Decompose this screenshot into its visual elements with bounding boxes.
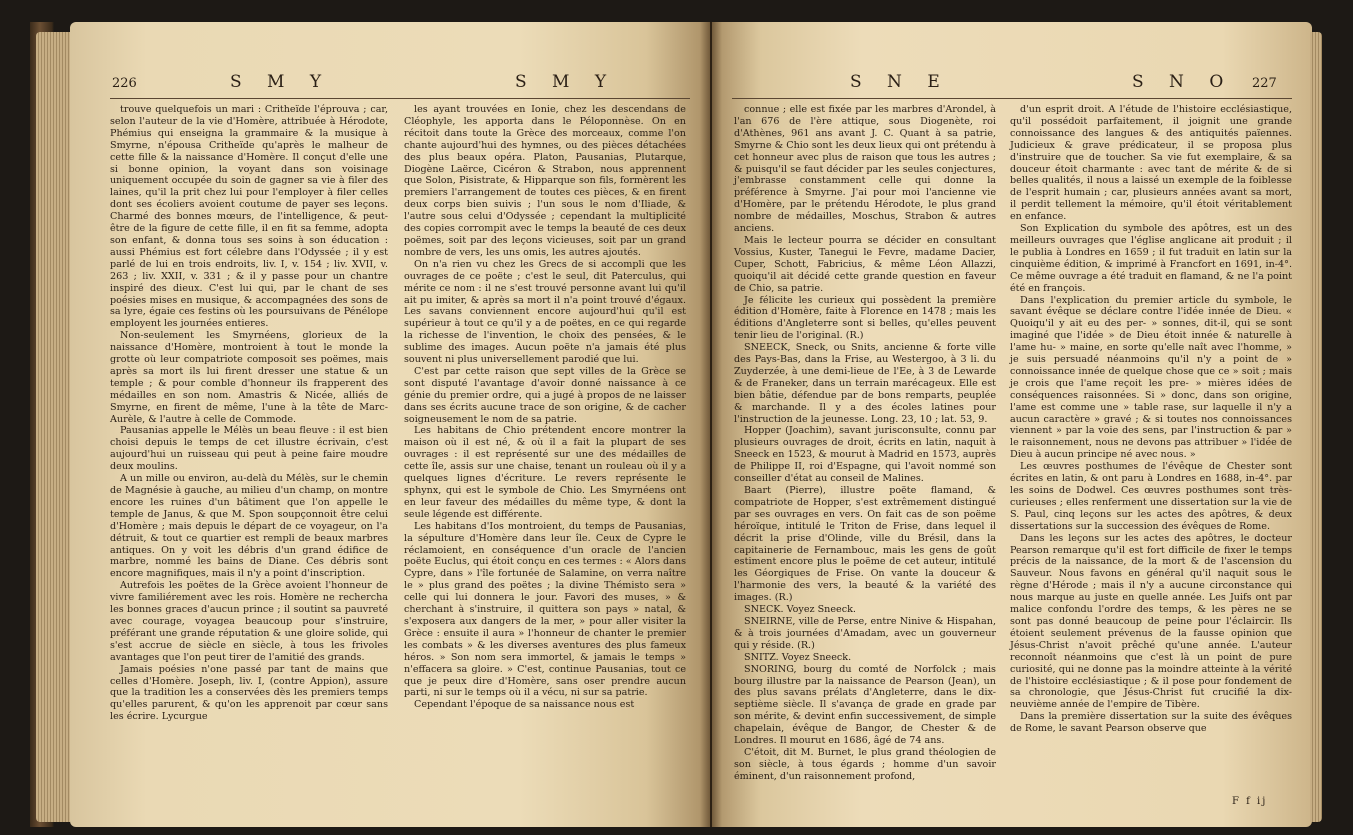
paragraph: A un mille ou environ, au-delà du Mélès, sur le chemin de Magnésie à gauche, au milieu d'un champ, on montre encore les ruines d'un bâtiment que l'on appelle le temple de Janus, & que M. Spon soupçonnoit être celui d'Homère ; mais depuis le départ de ce voyageur, on l'a détruit, & tout ce quartier est rempli de beaux marbres antiques. On y voit les débris d'un grand édifice de marbre, nommé les bains de Diane. Ces débris sont encore magnifiques, mais il n'y a point d'inscription. xyxy=(110,473,388,580)
right-page-edges xyxy=(1310,32,1322,822)
paragraph: C'est par cette raison que sept villes de la Grèce se sont disputé l'avantage d'avoir donné naissance à ce génie du premier ordre, qui a jugé à propos de ne laisser dans ses écrits aucune trace de son origine, & de cacher soigneusement le nom de sa patrie. xyxy=(404,365,686,425)
paragraph: SNEECK, Sneck, ou Snits, ancienne & forte ville des Pays-Bas, dans la Frise, au Westergoo, à 3 li. du Zuyderzée, à une demi-lieue de l'Ee, à 3 de Lewarde & de Franeker, dans un terrain marécageux. Elle est bien bâtie, défendue par de bons remparts, peuplée & marchande. Il y a des écoles latines pour l'instruction de la jeunesse. Long. 23, 10 ; lat. 53, 9. xyxy=(734,342,996,425)
paragraph: SNITZ. Voyez Sneeck. xyxy=(744,651,852,663)
paragraph: Autrefois les poëtes de la Grèce avoient l'honneur de vivre familiérement avec les rois. Homère ne rechercha les bonnes graces d'aucun prince ; il soutint sa pauvreté avec courage, voyagea beaucoup pour s'instruire, préférant une grande réputation & une gloire solide, qui s'est accrue de siècle en siècle, à tous les frivoles avantages que l'on peut tirer de l'amitié des grands. xyxy=(110,580,388,663)
paragraph: Son Explication du symbole des apôtres, est un des meilleurs ouvrages que l'église anglicane ait produit ; il le publia à Londres en 1659 ; il fut traduit en latin sur la cinquième édition, & imprimé à Francfort en 1691, in-4°. Ce même ouvrage a été traduit en flamand, & ne l'a point été en françois. xyxy=(1010,223,1292,294)
left-page-number: 226 xyxy=(112,76,137,91)
right-running-head-2: S N O xyxy=(1132,72,1234,92)
paragraph: trouve quelquefois un mari : Critheïde l'éprouva ; car, selon l'auteur de la vie d'Homère, attribuée à Hérodote, Phémius qui enseigna la grammaire & la musique à Smyrne, n'épousa Critheïde qu'après le malheur de cette fille & la naissance d'Homère. Il conçut d'elle une si bonne opinion, la voyant dans son voisinage uniquement occupée du soin de gagner sa vie à filer des laines, qu'il la prit chez lui pour l'employer à filer celles dont ses écoliers avoient coutume de payer ses leçons. Charmé des bonnes mœurs, de l'intelligence, & peut-être de la figure de cette fille, il en fit sa femme, adopta son enfant, & donna tous ses soins à son éducation : aussi Phémius est fort célebre dans l'Odyssée ; il y est parlé de lui en trois endroits, liv. I, v. 154 ; liv. XVII, v. 263 ; liv. XXII, v. 331 ; & il y passe pour un chantre inspiré des dieux. C'est lui qui, par le chant de ses poésies mises en musique, & accompagnées des sons de sa lyre, égaie ces festins où les poursuivans de Pénélope employent les journées entieres. xyxy=(110,104,388,330)
right-page xyxy=(712,22,1312,827)
left-page-edges xyxy=(36,32,70,822)
paragraph: Dans l'explication du premier article du symbole, le savant évêque se déclare contre l'idée innée de Dieu. « Quoiqu'il y ait eu des per- » sonnes, dit-il, qui se sont imaginé que l'idée » de Dieu étoit innée & naturelle à l'ame hu- » maine, en sorte qu'elle naît avec l'homme, » je suis persuadé néanmoins qu'il n'y a point de » connoissance innée de quelque chose que ce » soit ; mais je crois que l'ame reçoit les pre- » mières idées de conséquences raisonnées. Si » donc, dans son origine, l'ame est comme une » table rase, sur laquelle il n'y a aucun caractère » gravé ; & si toutes nos connoissances viennent » par la voie des sens, par l'instruction & par » le raisonnement, nous ne devons pas attribuer » l'idée de Dieu à aucun principe né avec nous. » xyxy=(1010,294,1292,461)
right-column-1 xyxy=(734,104,996,783)
book-spread xyxy=(30,22,1325,827)
paragraph: Jamais poésies n'one passé par tant de mains que celles d'Homère. Joseph, liv. I, (contre Appion), assure que la tradition les a conservées dès les premiers temps qu'elles parurent, & qu'on les apprenoit par cœur sans les écrire. Lycurgue xyxy=(110,663,388,723)
right-running-head-1: S N E xyxy=(850,72,950,92)
paragraph: Mais le lecteur pourra se décider en consultant Vossius, Kuster, Tanegui le Fevre, madame Dacier, Cuper, Schott, Fabricius, & même Léon Allazzi, quoiqu'il ait décidé cette grande question en faveur de Chio, sa patrie. xyxy=(734,234,996,294)
right-column-2 xyxy=(1010,104,1292,735)
paragraph: SNORING, bourg du comté de Norfolck ; mais bourg illustre par la naissance de Pearson (Jean), un des plus savans prélats d'Angleterre, dans le dix-septième siècle. Il s'avança de grade en grade par son mérite, & devint enfin successivement, de simple chapelain, évêque de Bangor, de Chester & de Londres. Il mourut en 1686, âgé de 74 ans. xyxy=(734,663,996,747)
left-running-head-1: S M Y xyxy=(230,72,332,92)
left-head-rule xyxy=(110,98,690,99)
paragraph: Cependant l'époque de sa naissance nous est xyxy=(414,699,635,711)
paragraph: C'étoit, dit M. Burnet, le plus grand théologien de son siècle, à tous égards ; homme d'un savoir éminent, d'un raisonnement profond, xyxy=(734,746,996,782)
paragraph: Je félicite les curieux qui possèdent la première édition d'Homère, faite à Florence en 1478 ; mais les éditions d'Angleterre sont si belles, qu'elles peuvent tenir lieu de l'original. (R.) xyxy=(734,294,996,342)
left-column-2 xyxy=(404,104,686,711)
left-page xyxy=(70,22,710,827)
paragraph: Non-seulement les Smyrnéens, glorieux de la naissance d'Homère, montroient à tout le monde la grotte où leur compatriote composoit ses poëmes, mais après sa mort ils lui firent dresser une statue & un temple ; & pour comble d'honneur ils frapperent des médailles en son nom. Amastris & Nicée, alliés de Smyrne, en firent de même, l'une à la tête de Marc-Aurèle, & l'autre à celle de Commode. xyxy=(110,330,388,425)
paragraph: Les œuvres posthumes de l'évêque de Chester sont écrites en latin, & ont paru à Londres en 1688, in-4°. par les soins de Dodwel. Ces œuvres posthumes sont très-curieuses ; elles renferment une dissertation sur la vie de S. Paul, cinq leçons sur les actes des apôtres, & deux dissertations sur la succession des évêques de Rome. xyxy=(1010,461,1292,532)
paragraph: les ayant trouvées en Ionie, chez les descendans de Cléophyle, les apporta dans le Péloponnèse. On en récitoit dans toute la Grèce des morceaux, comme l'on chante aujourd'hui des hymnes, ou des pièces détachées des plus beaux opéra. Platon, Pausanias, Plutarque, Diogène Laërce, Cicéron & Strabon, nous apprennent que Solon, Pisistrate, & Hipparque son fils, formèrent les premiers l'arrangement de toutes ces pièces, & en firent deux corps bien suivis ; l'un sous le nom d'Iliade, & l'autre sous celui d'Odyssée ; cependant la multiplicité des copies corrompit avec le temps la beauté de ces deux poëmes, soit par des leçons vicieuses, soit par un grand nombre de vers, les uns omis, les autres ajoutés. xyxy=(404,104,686,258)
left-running-head-2: S M Y xyxy=(515,72,617,92)
paragraph: Les habitans d'Ios montroient, du temps de Pausanias, la sépulture d'Homère dans leur île. Ceux de Cypre le réclamoient, en conséquence d'un oracle de l'ancien poëte Euclus, qui étoit conçu en ces termes : « Alors dans Cypre, dans » l'île fortunée de Salamine, on verra naître le » plus grand des poëtes ; la divine Thémisto sera » celle qui lui donnera le jour. Favori des muses, » & cherchant à s'instruire, il quittera son pays » natal, & s'exposera aux dangers de la mer, » pour aller visiter la Grèce : ensuite il aura » l'honneur de chanter le premier les combats » & les diverses aventures des plus fameux héros. » Son nom sera immortel, & jamais le temps » n'effacera sa gloire. » C'est, continue Pausanias, tout ce que je peux dire d'Homère, sans oser prendre aucun parti, ni sur le temps où il a vécu, ni sur sa patrie. xyxy=(404,520,686,699)
paragraph: Les habitans de Chio prétendent encore montrer la maison où il est né, & où il a fait la plupart de ses ouvrages : il est représenté sur une des médailles de cette île, assis sur une chaise, tenant un rouleau où il y a quelques lignes d'écriture. Le revers représente le sphynx, qui est le symbole de Chio. Les Smyrnéens ont en leur faveur des médailles du même type, & dont la seule légende est différente. xyxy=(404,425,686,520)
paragraph: Pausanias appelle le Mélès un beau fleuve : il est bien choisi depuis le temps de cet illustre écrivain, c'est aujourd'hui un ruisseau qui peut à peine faire moudre deux moulins. xyxy=(110,425,388,473)
paragraph: SNECK. Voyez Sneeck. xyxy=(744,604,856,616)
paragraph: SNEIRNE, ville de Perse, entre Ninive & Hispahan, & à trois journées d'Amadam, avec un gouverneur qui y réside. (R.) xyxy=(734,615,996,651)
paragraph: On n'a rien vu chez les Grecs de si accompli que les ouvrages de ce poëte ; c'est le seul, dit Paterculus, qui mérite ce nom : il ne s'est trouvé personne avant lui qu'il ait pu imiter, & après sa mort il n'a point trouvé d'égaux. Les savans conviennent encore aujourd'hui qu'il est supérieur à tout ce qu'il y a de poëtes, en ce qui regarde la richesse de l'invention, le choix des pensées, & le sublime des images. Aucun poëte n'a jamais été plus souvent ni plus universellement parodié que lui. xyxy=(404,258,686,366)
right-page-number: 227 xyxy=(1252,76,1277,91)
signature-mark: F f ij xyxy=(1232,796,1268,807)
paragraph: Baart (Pierre), illustre poëte flamand, & compatriote de Hopper, s'est extrêmement distingué par ses ouvrages en vers. On fait cas de son poëme héroïque, intitulé le Triton de Frise, dans lequel il décrit la prise d'Olinde, ville du Brésil, dans la capitainerie de Fernambouc, mais les gens de goût estiment encore plus le poëme de cet auteur, intitulé les Géorgiques de Frise. On vante la douceur & l'harmonie des vers, la beauté & la variété des images. (R.) xyxy=(734,485,996,604)
left-column-1 xyxy=(110,104,388,723)
paragraph: connue ; elle est fixée par les marbres d'Arondel, à l'an 676 de l'ère attique, sous Diogenète, roi d'Athènes, 961 ans avant J. C. Quant à sa patrie, Smyrne & Chio sont les deux lieux qui ont prétendu à cet honneur avec plus de raison que tous les autres ; & puisqu'il se faut décider par les seules conjectures, j'embrasse constamment celle qui donne la préférence à Smyrne. J'ai pour moi l'ancienne vie d'Homère, par le prétendu Hérodote, le plus grand nombre de médailles, Moschus, Strabon & autres anciens. xyxy=(734,104,996,235)
right-head-rule xyxy=(732,98,1292,99)
paragraph: Dans les leçons sur les actes des apôtres, le docteur Pearson remarque qu'il est fort difficile de fixer le temps précis de la naissance, de la mort & de l'ascension du Sauveur. Nous favons en général qu'il naquit sous le règne d'Hérode ; mais il n'y a aucune circonstance qui nous marque au juste en quelle année. Les Juifs ont par malice confondu l'ordre des temps, & les pères ne se sont pas donné beaucoup de peine pour l'éclaircir. Ils étoient seulement prévenus de la fausse opinion que Jésus-Christ n'avoit prêché qu'une année. L'auteur reconnoît néanmoins que c'est là un point de pure curiosité, qui ne donne pas la moindre atteinte à la vérité de l'histoire ecclésiastique ; & il pose pour fondement de sa chronologie, que Jésus-Christ fut crucifié la dix-neuvième année de l'empire de Tibère. xyxy=(1010,532,1292,711)
paragraph: d'un esprit droit. A l'étude de l'histoire ecclésiastique, qu'il possédoit parfaitement, il joignit une grande connoissance des langues & des antiquités païennes. Judicieux & grave prédicateur, il se proposa plus d'instruire que de toucher. Sa vie fut exemplaire, & sa douceur étoit charmante : avec tant de mérite & de si belles qualités, il nous a laissé un exemple de la foiblesse de l'esprit humain ; car, plusieurs années avant sa mort, il perdit tellement la mémoire, qu'il étoit véritablement en enfance. xyxy=(1010,104,1292,223)
paragraph: Hopper (Joachim), savant jurisconsulte, connu par plusieurs ouvrages de droit, écrits en latin, naquit à Sneeck en 1523, & mourut à Madrid en 1573, auprès de Philippe II, roi d'Espagne, qui l'avoit nommé son conseiller d'état au conseil de Malines. xyxy=(734,425,996,485)
paragraph: Dans la première dissertation sur la suite des évêques de Rome, le savant Pearson observe que xyxy=(1010,711,1292,735)
